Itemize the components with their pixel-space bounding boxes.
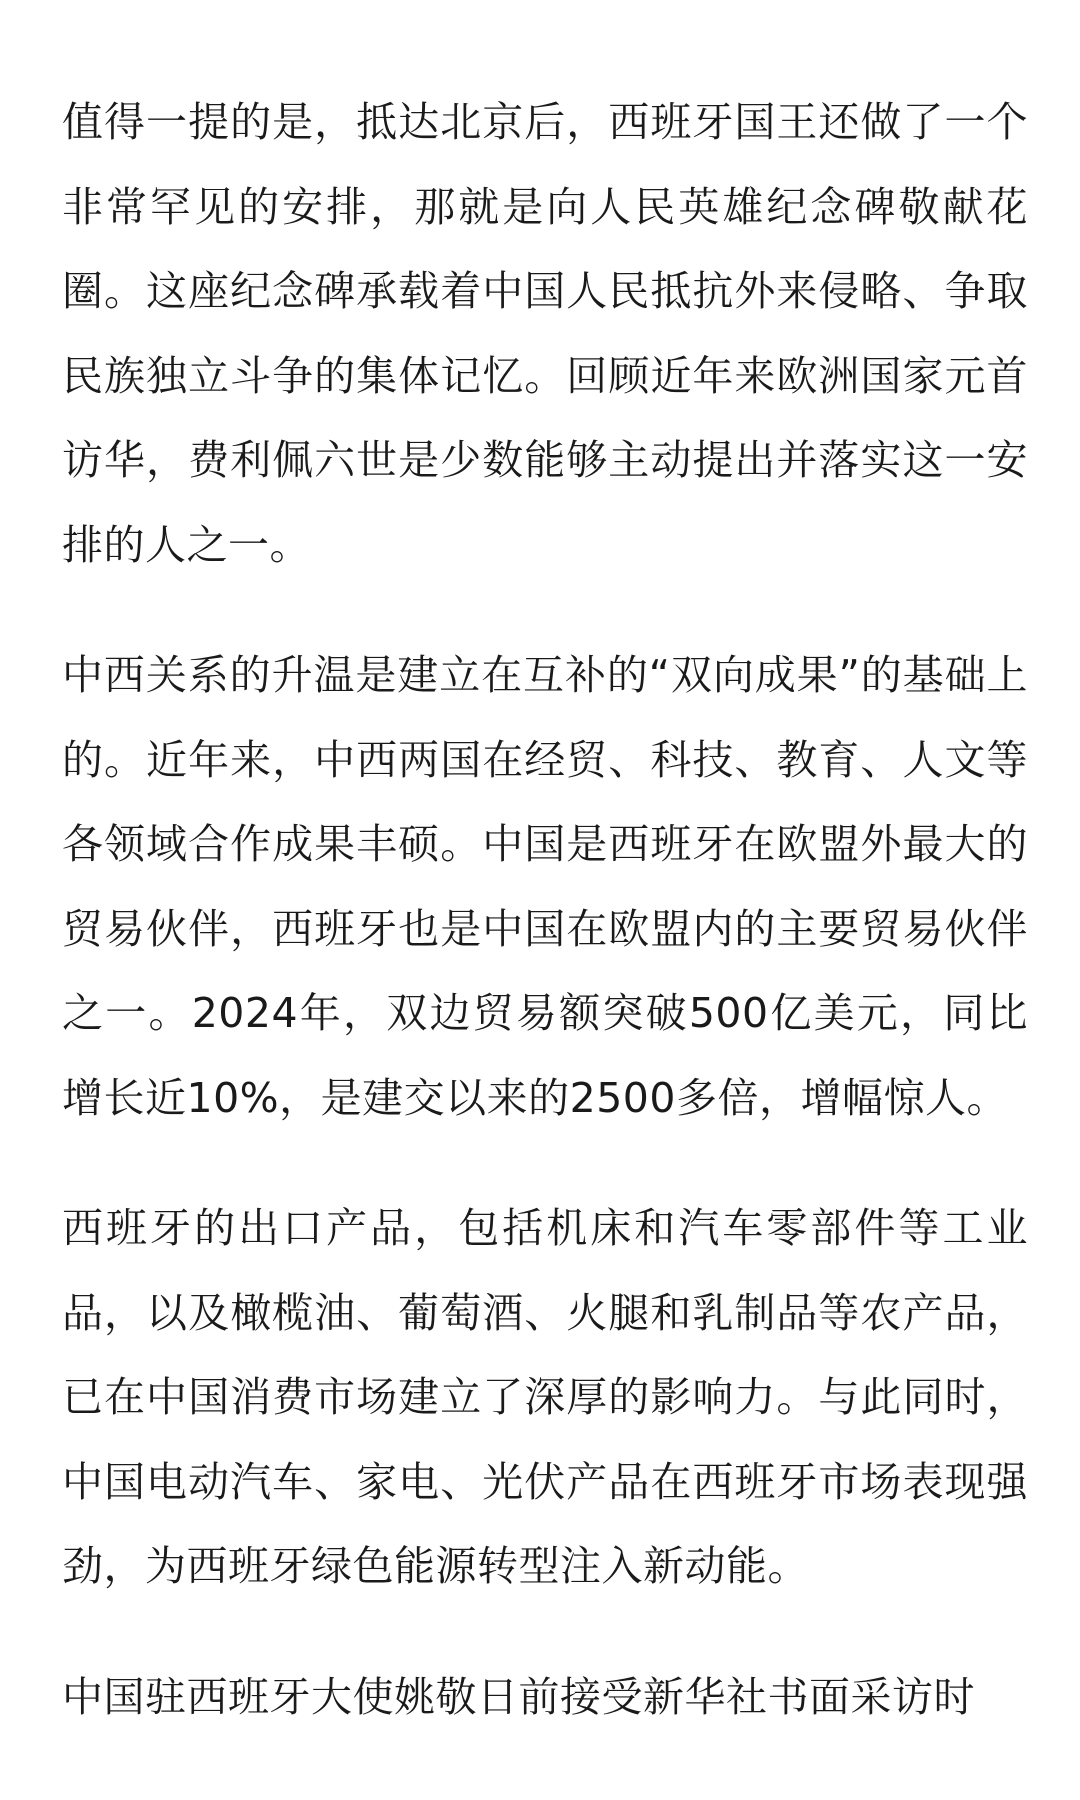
article-body [62, 80, 1028, 1785]
paragraph-ambassador-interview: 中国驻西班牙大使姚敬日前接受新华社书面采访时 [62, 1672, 975, 1721]
paragraph-bilateral-trade: 中西关系的升温是建立在互补的“双向成果”的基础上的。近年来，中西两国在经贸、科技、教育、人文等各领域合作成果丰硕。中国是西班牙在欧盟外最大的贸易伙伴，西班牙也是中国在欧盟内的主要贸易伙伴之一。2024年，双边贸易额突破500亿美元，同比增长近10%，是建交以来的2500多倍，增幅惊人。 [62, 651, 1028, 1122]
paragraph-export-products: 西班牙的出口产品，包括机床和汽车零部件等工业品，以及橄榄油、葡萄酒、火腿和乳制品等农产品，已在中国消费市场建立了深厚的影响力。与此同时，中国电动汽车、家电、光伏产品在西班牙市场表现强劲，为西班牙绿色能源转型注入新动能。 [62, 1204, 1028, 1590]
paragraph-spain-king-wreath: 值得一提的是，抵达北京后，西班牙国王还做了一个非常罕见的安排，那就是向人民英雄纪念碑敬献花圈。这座纪念碑承载着中国人民抵抗外来侵略、争取民族独立斗争的集体记忆。回顾近年来欧洲国家元首访华，费利佩六世是少数能够主动提出并落实这一安排的人之一。 [62, 98, 1028, 569]
